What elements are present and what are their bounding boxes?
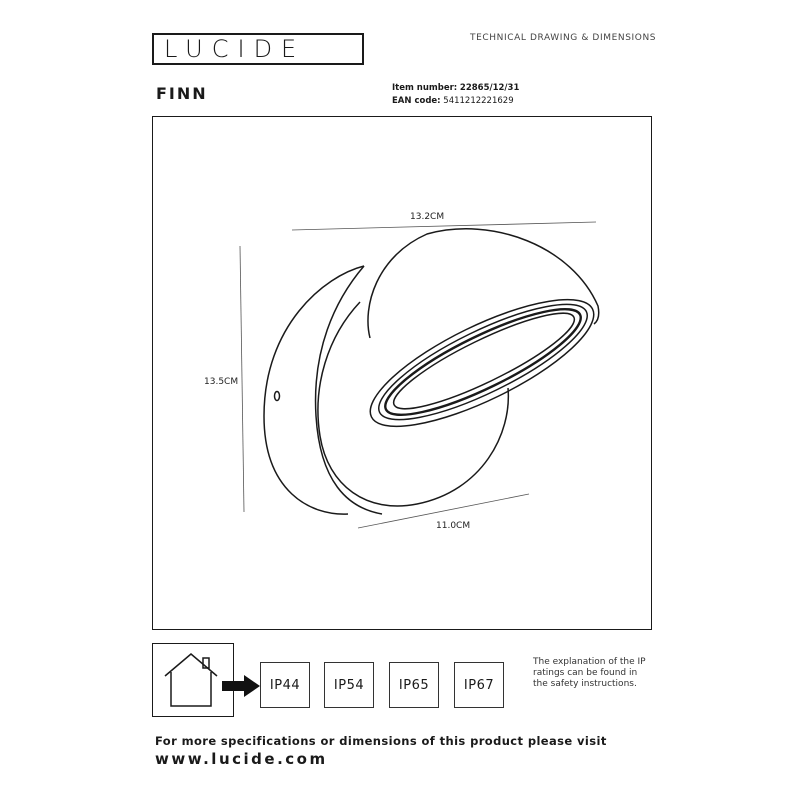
- item-number: [392, 83, 519, 93]
- wall-lamp-drawing: [264, 229, 609, 514]
- brand-logo: LUCIDE: [164, 35, 306, 63]
- wall-base: [264, 266, 364, 514]
- depth-label: 11.0CM: [436, 521, 471, 531]
- document-type: TECHNICAL DRAWING & DIMENSIONS: [470, 33, 657, 43]
- ean-code-label: EAN code:: [392, 96, 441, 106]
- ip-rating-ip44: IP44: [260, 662, 310, 708]
- footer-text: For more specifications or dimensions of this product please visit: [155, 734, 607, 748]
- item-number-label: Item number:: [392, 83, 458, 93]
- width-label: 13.2CM: [410, 212, 445, 222]
- base-edge: [316, 266, 382, 514]
- ip-explanation-note: The explanation of the IP ratings can be found in the safety instructions.: [533, 657, 646, 689]
- ip-rating-ip54: IP54: [324, 662, 374, 708]
- width-dimension-line: [292, 222, 596, 230]
- lamp-head-rim-inner: [366, 284, 600, 441]
- lamp-head-lens-inner: [385, 298, 583, 423]
- ip-rating-ip67: IP67: [454, 662, 504, 708]
- technical-drawing: [152, 116, 652, 630]
- ip-rating-ip65: IP65: [389, 662, 439, 708]
- ean-code-value: 5411212221629: [443, 96, 514, 106]
- product-name: FINN: [156, 84, 208, 103]
- ean-code: [392, 96, 514, 106]
- item-number-value: 22865/12/31: [459, 83, 520, 93]
- height-label: 13.5CM: [204, 377, 239, 387]
- lamp-head-rim: [355, 276, 609, 450]
- lamp-head-lens: [375, 291, 592, 432]
- height-dimension-line: [240, 246, 244, 512]
- website-link[interactable]: www.lucide.com: [155, 750, 328, 768]
- switch-icon: [275, 392, 280, 401]
- arrow-right-icon: [222, 675, 262, 697]
- house-icon: [153, 644, 233, 716]
